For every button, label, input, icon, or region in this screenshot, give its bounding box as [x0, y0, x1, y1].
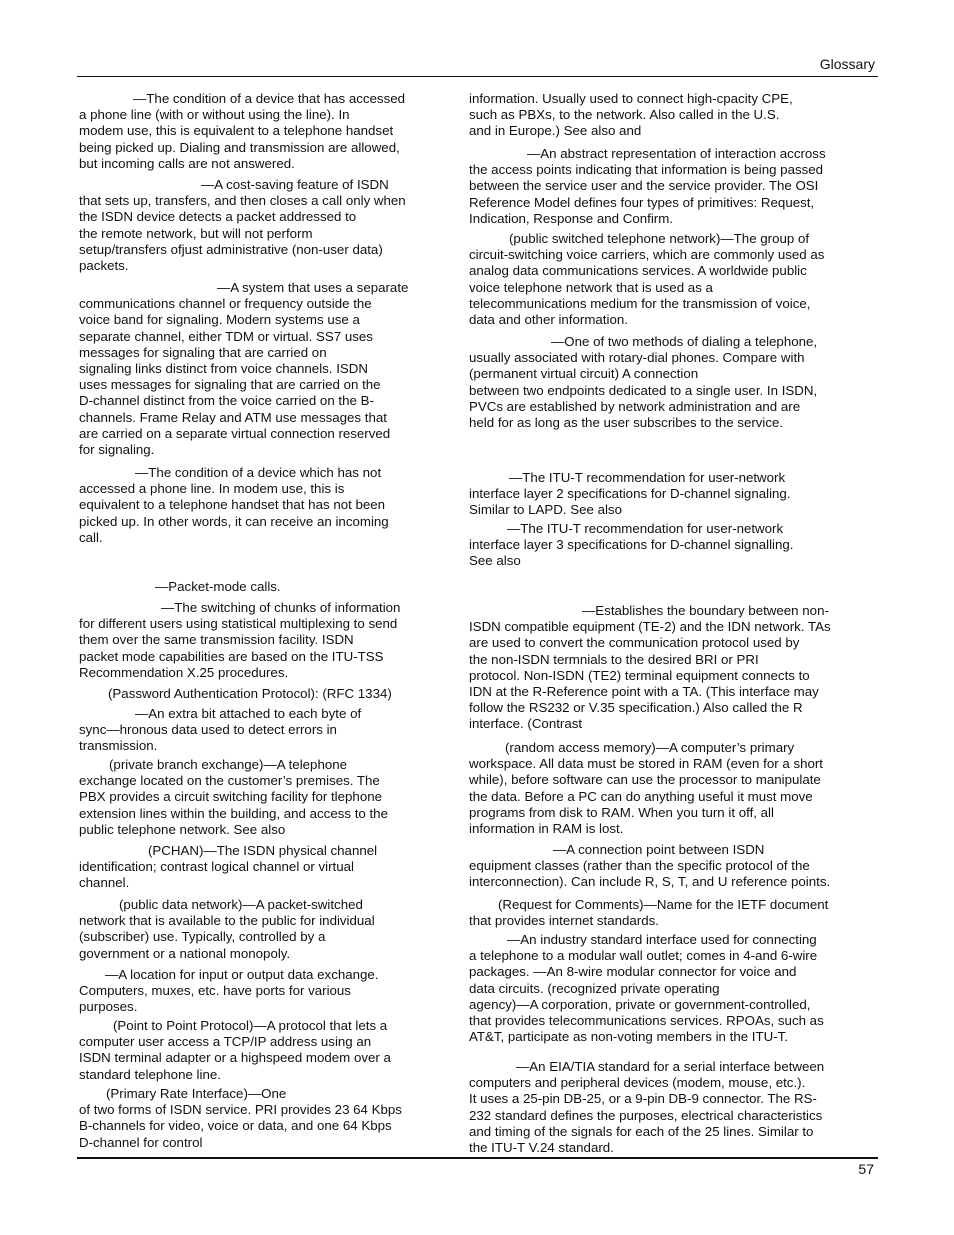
glossary-entry [469, 334, 845, 431]
glossary-entry [79, 465, 413, 546]
entry-line: channel. [79, 875, 130, 891]
glossary-entry [79, 280, 413, 458]
entry-line: PBX provides a circuit switching facility for tlephone [79, 789, 383, 805]
entry-line: analog data communications services. A worldwide public [469, 263, 807, 279]
entry-line: 232 standard defines the purposes, electrical characteristics [469, 1107, 823, 1123]
glossary-entry [79, 686, 413, 702]
glossary-entry [79, 1018, 413, 1083]
entry-line: messages for signaling that are carried on [79, 344, 327, 360]
entry-line: —A connection point between ISDN [553, 842, 765, 857]
entry-line: AT&T, participate as non-voting members in the ITU-T. [469, 1029, 789, 1045]
glossary-entry [79, 897, 413, 962]
glossary-entry [469, 231, 845, 328]
glossary-entry [79, 843, 413, 892]
entry-line: being picked up. Dialing and transmission are allowed, [79, 139, 400, 155]
entry-line: standard telephone line. [79, 1066, 221, 1082]
entry-line: government or a national monopoly. [79, 945, 291, 961]
entry-line: signaling links distinct from voice channels. ISDN [79, 361, 368, 377]
entry-line: Indication, Response and Confirm. [469, 210, 673, 226]
entry-line: a telephone to a modular wall outlet; comes in 4-and 6-wire [469, 948, 818, 964]
entry-line: extension lines within the building, and access to the [79, 805, 388, 821]
entry-line: voice telephone network that is used as a [469, 279, 713, 295]
entry-line: circuit-switching voice carriers, which are commonly used as [469, 247, 825, 263]
glossary-entry [79, 706, 413, 755]
entry-line: them over the same transmission facility. ISDN [79, 632, 354, 648]
entry-line: —An EIA/TIA standard for a serial interface between [516, 1059, 825, 1074]
entry-line: channels. Frame Relay and ATM use messages that [79, 409, 387, 425]
entry-line: B-channels for video, voice or data, and one 64 Kbps [79, 1118, 392, 1134]
entry-line: public telephone network. See also [79, 821, 286, 837]
entry-line: interconnection). Can include R, S, T, and U reference points. [469, 874, 831, 890]
entry-line: programs from disk to RAM. When you turn it off, all [469, 804, 774, 820]
header-title: Glossary [819, 56, 875, 72]
entry-line: —A cost-saving feature of ISDN [201, 177, 389, 192]
entry-line: network that is available to the public for individual [79, 913, 375, 929]
entry-line: (Point to Point Protocol)—A protocol that lets a [113, 1018, 388, 1033]
entry-line: uses messages for signaling that are carried on the [79, 377, 381, 393]
footer-rule [77, 1157, 878, 1159]
entry-line: (private branch exchange)—A telephone [109, 757, 348, 772]
entry-line: and in Europe.) See also and [469, 123, 642, 139]
page-number: 57 [858, 1161, 874, 1177]
entry-line: picked up. In other words, it can receive an incoming [79, 513, 389, 529]
entry-line: —Packet-mode calls. [155, 579, 281, 594]
entry-line: for signaling. [79, 442, 155, 458]
entry-line: between the service user and the service provider. The OSI [469, 178, 819, 194]
entry-line: —An abstract representation of interaction accross [527, 146, 826, 161]
entry-line: purposes. [79, 999, 138, 1015]
entry-line: D-channel for control [79, 1134, 203, 1150]
entry-line: packet mode capabilities are based on the ITU-TSS [79, 648, 384, 664]
entry-line: —An industry standard interface used for connecting [507, 932, 817, 947]
glossary-entry [79, 600, 413, 681]
entry-line: that provides telecommunications services. RPOAs, such as [469, 1013, 824, 1029]
entry-line: —The ITU-T recommendation for user-network [507, 521, 784, 536]
glossary-entry [79, 579, 413, 595]
entry-line: information. Usually used to connect high-cpacity CPE, [469, 91, 793, 106]
entry-line: computer user access a TCP/IP address using an [79, 1034, 372, 1050]
entry-line: communications channel or frequency outside the [79, 296, 372, 312]
glossary-entry [79, 757, 413, 838]
entry-line: interface layer 3 specifications for D-channel signalling. [469, 537, 794, 553]
entry-line: —The ITU-T recommendation for user-network [509, 470, 786, 485]
glossary-entry [469, 897, 845, 929]
entry-line: identification; contrast logical channel or virtual [79, 859, 354, 875]
entry-line: held for as long as the user subscribes to the service. [469, 415, 784, 431]
entry-line: follow the RS232 or V.35 specification.) Also called the R [469, 700, 803, 716]
entry-line: (Primary Rate Interface)—One [106, 1086, 287, 1101]
entry-line: ISDN compatible equipment (TE-2) and the IDN network. TAs [469, 619, 831, 635]
entry-line: are used to convert the communication protocol used by [469, 635, 800, 651]
entry-line: the data. Before a PC can do anything useful it must move [469, 788, 813, 804]
entry-line: that sets up, transfers, and then closes a call only when [79, 193, 406, 209]
entry-line: Computers, muxes, etc. have ports for various [79, 983, 351, 999]
entry-line: (public switched telephone network)—The group of [509, 231, 810, 246]
entry-line: protocol. Non-ISDN (TE2) terminal equipment connects to [469, 667, 810, 683]
glossary-entry [469, 932, 845, 1045]
glossary-entry [469, 842, 845, 891]
entry-line: packets. [79, 258, 129, 274]
entry-line: (Password Authentication Protocol): (RFC 1334) [108, 686, 392, 701]
entry-line: that provides internet standards. [469, 913, 659, 929]
entry-line: are carried on a separate virtual connection reserved [79, 425, 391, 441]
entry-line: equivalent to a telephone handset that has not been [79, 497, 386, 513]
entry-line: information in RAM is lost. [469, 821, 624, 837]
entry-line: workspace. All data must be stored in RAM (even for a short [469, 756, 824, 772]
entry-line: of two forms of ISDN service. PRI provides 23 64 Kbps [79, 1102, 402, 1118]
entry-line: Recommendation X.25 procedures. [79, 664, 289, 680]
entry-line: a phone line (with or without using the line). In [79, 107, 350, 123]
entry-line: packages. —An 8-wire modular connector for voice and [469, 964, 797, 980]
entry-line: agency)—A corporation, private or government-controlled, [469, 996, 811, 1012]
entry-line: —Establishes the boundary between non- [582, 603, 829, 618]
entry-line: PVCs are established by network administration and are [469, 398, 801, 414]
entry-line: IDN at the R-Reference point with a TA. (This interface may [469, 684, 819, 700]
entry-line: data and other information. [469, 312, 628, 328]
entry-line: computers and peripheral devices (modem, mouse, etc.). [469, 1075, 806, 1091]
entry-line: (public data network)—A packet-switched [119, 897, 363, 912]
entry-line: —A system that uses a separate [217, 280, 409, 295]
entry-line: between two endpoints dedicated to a single user. In ISDN, [469, 382, 818, 398]
entry-line: the ISDN device detects a packet addressed to [79, 209, 357, 225]
glossary-entry [469, 603, 845, 733]
entry-line: Reference Model defines four types of primitives: Request, [469, 194, 815, 210]
entry-line: such as PBXs, to the network. Also called in the U.S. [469, 107, 780, 123]
entry-line: while), before software can use the processor to manipulate [469, 772, 821, 788]
entry-line: transmission. [79, 738, 158, 754]
entry-line: sync—hronous data used to detect errors in [79, 722, 337, 738]
entry-line: the access points indicating that information is being passed [469, 162, 824, 178]
entry-line: the remote network, but will not perform [79, 225, 313, 241]
entry-line: modem use, this is equivalent to a telephone handset [79, 123, 394, 139]
glossary-entry [469, 470, 845, 519]
entry-line: accessed a phone line. In modem use, this is [79, 481, 345, 497]
entry-line: It uses a 25-pin DB-25, or a 9-pin DB-9 connector. The RS- [469, 1091, 817, 1107]
entry-line: —An extra bit attached to each byte of [135, 706, 362, 721]
entry-line: but incoming calls are not answered. [79, 155, 295, 171]
glossary-entry [469, 521, 845, 570]
entry-line: setup/transfers ofjust administrative (non-user data) [79, 241, 383, 257]
entry-line: exchange located on the customer’s premises. The [79, 773, 380, 789]
entry-line: usually associated with rotary-dial phones. Compare with [469, 350, 805, 366]
entry-line: the ITU-T V.24 standard. [469, 1140, 614, 1156]
entry-line: telecommunications medium for the transmission of voice, [469, 295, 811, 311]
glossary-entry [79, 1086, 413, 1151]
entry-line: —A location for input or output data exchange. [105, 967, 379, 982]
entry-line: See also [469, 553, 521, 569]
glossary-entry [79, 177, 413, 274]
entry-line: ISDN terminal adapter or a highspeed modem over a [79, 1050, 391, 1066]
entry-line: separate channel, either TDM or virtual. SS7 uses [79, 328, 373, 344]
entry-line: call. [79, 529, 103, 545]
entry-line: (permanent virtual circuit) A connection [469, 366, 699, 382]
entry-line: equipment classes (rather than the specific protocol of the [469, 858, 810, 874]
entry-line: for different users using statistical multiplexing to send [79, 616, 398, 632]
entry-line: (random access memory)—A computer’s primary [505, 740, 795, 755]
entry-line: —One of two methods of dialing a telephone, [551, 334, 818, 349]
entry-line: and timing of the signals for each of the 25 lines. Similar to [469, 1123, 814, 1139]
entry-line: (Request for Comments)—Name for the IETF document [498, 897, 829, 912]
entry-line: D-channel distinct from the voice carried on the B- [79, 393, 374, 409]
glossary-entry [469, 146, 845, 227]
glossary-entry [469, 91, 845, 140]
header-rule [77, 76, 878, 77]
entry-line: —The switching of chunks of information [161, 600, 401, 615]
entry-line: voice band for signaling. Modern systems use a [79, 312, 360, 328]
entry-line: data circuits. (recognized private operating [469, 980, 720, 996]
entry-line: —The condition of a device which has not [135, 465, 382, 480]
entry-line: Similar to LAPD. See also [469, 502, 622, 518]
glossary-entry [79, 967, 413, 1016]
glossary-entry [79, 91, 413, 172]
entry-line: (PCHAN)—The ISDN physical channel [148, 843, 378, 858]
entry-line: (subscriber) use. Typically, controlled by a [79, 929, 326, 945]
entry-line: interface layer 2 specifications for D-channel signaling. [469, 486, 791, 502]
glossary-entry [469, 1059, 845, 1156]
entry-line: the non-ISDN termnials to the desired BRI or PRI [469, 651, 759, 667]
entry-line: —The condition of a device that has accessed [133, 91, 406, 106]
glossary-entry [469, 740, 845, 837]
entry-line: interface. (Contrast [469, 716, 583, 732]
